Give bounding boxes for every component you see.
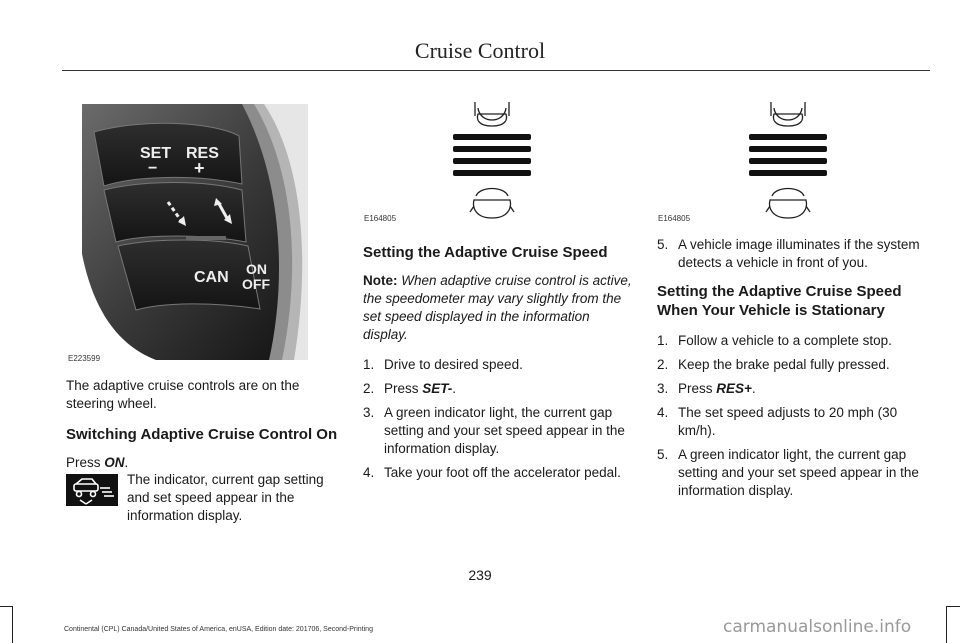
gap-display-figure-2 xyxy=(746,100,830,225)
crop-mark-left-horizontal xyxy=(0,606,13,607)
list-item: 5. A vehicle image illuminates if the system detects a vehicle in front of you. xyxy=(657,237,920,270)
watermark: carmanualsonline.info xyxy=(723,617,912,637)
footer-edition: Continental (CPL) Canada/United States of America, enUSA, Edition date: 201706, Second-Printing xyxy=(64,626,373,633)
press-on-instruction: Press ON. xyxy=(66,455,129,470)
own-vehicle-icon xyxy=(766,189,810,219)
adaptive-cruise-indicator-icon xyxy=(66,474,118,506)
note-paragraph: Note: When adaptive cruise control is active, the speedometer may vary slightly from the set speed displayed in the information display. xyxy=(363,273,632,342)
figure-code-steering: E223599 xyxy=(68,354,101,363)
crop-mark-left-vertical xyxy=(12,606,13,643)
can-label: CAN xyxy=(194,269,229,286)
list-item: 2. Press SET-. xyxy=(363,381,457,396)
list-item: 5. A green indicator light, the current gap setting and your set speed appear in the information display. xyxy=(657,447,919,498)
gap-bars-icon xyxy=(453,134,531,176)
gap-display-figure-1 xyxy=(450,100,534,225)
figure-code-gap-2: E164805 xyxy=(658,214,691,223)
list-item: 1. Drive to desired speed. xyxy=(363,357,523,372)
list-item: 1. Follow a vehicle to a complete stop. xyxy=(657,333,892,348)
heading-stationary: Setting the Adaptive Cruise Speed When Your Vehicle is Stationary xyxy=(657,283,902,319)
list-item: 3. A green indicator light, the current gap setting and your set speed appear in the information display. xyxy=(363,405,625,456)
res-label: RES xyxy=(186,145,219,162)
setting-speed-steps xyxy=(363,356,633,482)
list-item: 4. The set speed adjusts to 20 mph (30 km/h). xyxy=(657,405,898,438)
lead-vehicle-icon xyxy=(771,102,805,126)
list-item: 4. Take your foot off the accelerator pedal. xyxy=(363,465,621,480)
gap-bars-icon xyxy=(749,134,827,176)
figure-code-gap-1: E164805 xyxy=(364,214,397,223)
list-item: 3. Press RES+. xyxy=(657,381,756,396)
page-number: 239 xyxy=(468,567,492,583)
crop-mark-right-vertical xyxy=(946,606,947,643)
list-item: 2. Keep the brake pedal fully pressed. xyxy=(657,357,890,372)
own-vehicle-icon xyxy=(470,189,514,219)
off-label: OFF xyxy=(242,276,270,292)
page-header-title: Cruise Control xyxy=(414,38,546,63)
header-rule xyxy=(62,70,930,71)
steering-controls-figure xyxy=(64,104,308,360)
heading-setting-speed: Setting the Adaptive Cruise Speed xyxy=(363,244,608,261)
stationary-steps xyxy=(657,332,931,500)
intro-text: The adaptive cruise controls are on the steering wheel. xyxy=(66,378,300,411)
column-3 xyxy=(657,236,931,506)
column-1 xyxy=(66,377,338,472)
column-2 xyxy=(363,243,633,488)
crop-mark-right-horizontal xyxy=(946,606,960,607)
minus-label: − xyxy=(148,160,158,177)
heading-switching-on: Switching Adaptive Cruise Control On xyxy=(66,426,338,443)
on-label: ON xyxy=(246,261,267,277)
plus-label: + xyxy=(194,158,205,178)
lead-vehicle-icon xyxy=(475,102,509,126)
set-label: SET xyxy=(140,145,172,162)
step-5-list xyxy=(657,236,931,272)
indicator-description: The indicator, current gap setting and set speed appear in the information display. xyxy=(127,472,324,523)
